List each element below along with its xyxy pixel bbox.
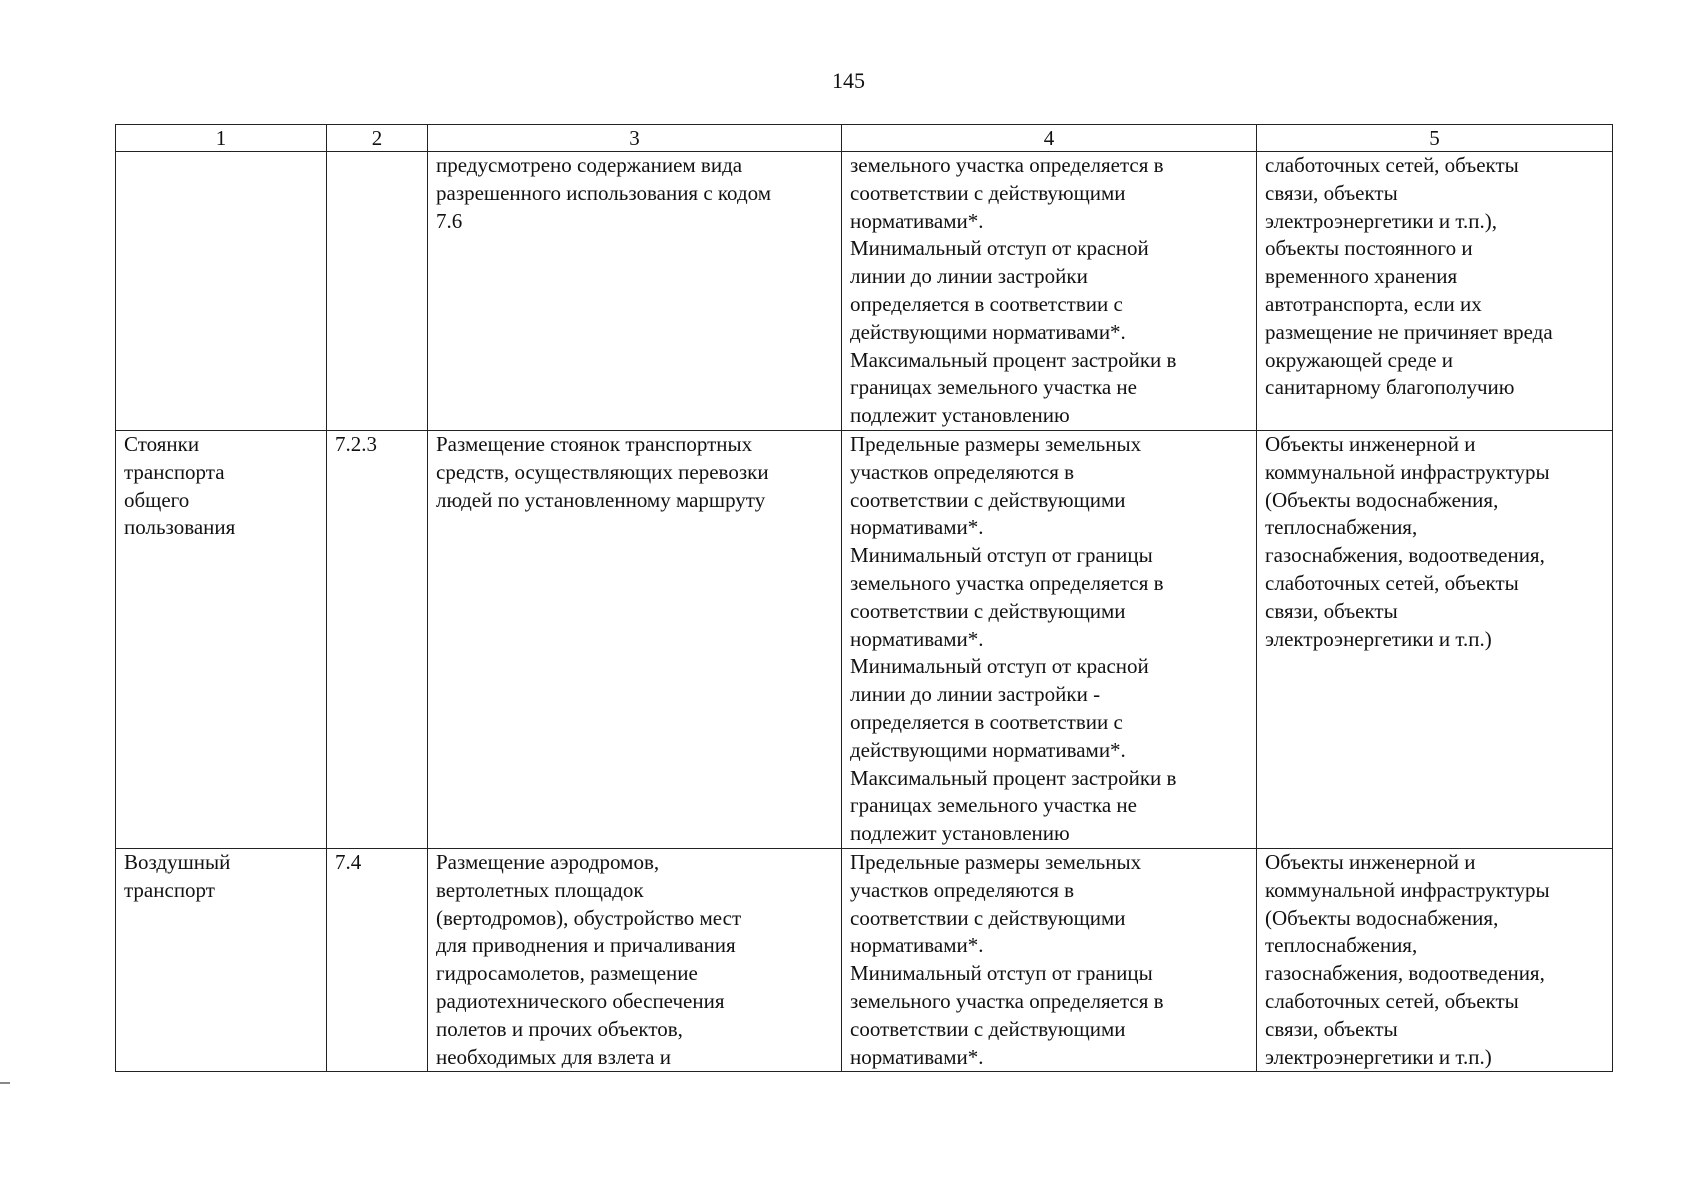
use-code-cell: [327, 152, 428, 431]
use-code-cell: 7.2.3: [327, 431, 428, 849]
use-description-cell: Размещение стоянок транспортных средств, осуществляющих перевозки людей по установленному маршруту: [428, 431, 842, 849]
column-header-1: 1: [116, 125, 327, 152]
use-name-cell: [116, 152, 327, 431]
auxiliary-uses-cell: слаботочных сетей, объекты связи, объекты электроэнергетики и т.п.), объекты постоянного и временного хранения автотранспорта, если их размещение не причиняет вреда окружающей среде и санитарному благополучию: [1257, 152, 1613, 431]
use-name-cell: Воздушный транспорт: [116, 849, 327, 1072]
use-name-cell: Стоянки транспорта общего пользования: [116, 431, 327, 849]
use-description-cell: предусмотрено содержанием вида разрешенного использования с кодом 7.6: [428, 152, 842, 431]
table-row: [116, 431, 1613, 849]
page-number: 145: [832, 68, 865, 93]
parameters-cell: Предельные размеры земельных участков определяются в соответствии с действующими нормативами*. Минимальный отступ от границы земельного участка определяется в соответствии с действующими нормативами*. Минимальный отступ от красной линии до линии застройки - определяется в соответствии с действующими нормативами*. Максимальный процент застройки в границах земельного участка не подлежит установлению: [842, 431, 1257, 849]
auxiliary-uses-cell: Объекты инженерной и коммунальной инфраструктуры (Объекты водоснабжения, теплоснабжения, газоснабжения, водоотведения, слаботочных сетей, объекты связи, объекты электроэнергетики и т.п.): [1257, 849, 1613, 1072]
table-row: [116, 152, 1613, 431]
column-header-4: 4: [842, 125, 1257, 152]
column-header-3: 3: [428, 125, 842, 152]
header-row: [116, 125, 1613, 152]
column-header-5: 5: [1257, 125, 1613, 152]
parameters-cell: Предельные размеры земельных участков определяются в соответствии с действующими нормативами*. Минимальный отступ от границы земельного участка определяется в соответствии с действующими нормативами*.: [842, 849, 1257, 1072]
parameters-cell: земельного участка определяется в соответствии с действующими нормативами*. Минимальный отступ от красной линии до линии застройки определяется в соответствии с действующими нормативами*. Максимальный процент застройки в границах земельного участка не подлежит установлению: [842, 152, 1257, 431]
column-header-2: 2: [327, 125, 428, 152]
scan-margin-mark: [0, 1082, 10, 1084]
auxiliary-uses-cell: Объекты инженерной и коммунальной инфраструктуры (Объекты водоснабжения, теплоснабжения, газоснабжения, водоотведения, слаботочных сетей, объекты связи, объекты электроэнергетики и т.п.): [1257, 431, 1613, 849]
use-code-cell: 7.4: [327, 849, 428, 1072]
land-use-table: [115, 124, 1613, 1072]
table-row: [116, 849, 1613, 1072]
use-description-cell: Размещение аэродромов, вертолетных площадок (вертодромов), обустройство мест для приводнения и причаливания гидросамолетов, размещение радиотехнического обеспечения полетов и прочих объектов, необходимых для взлета и: [428, 849, 842, 1072]
